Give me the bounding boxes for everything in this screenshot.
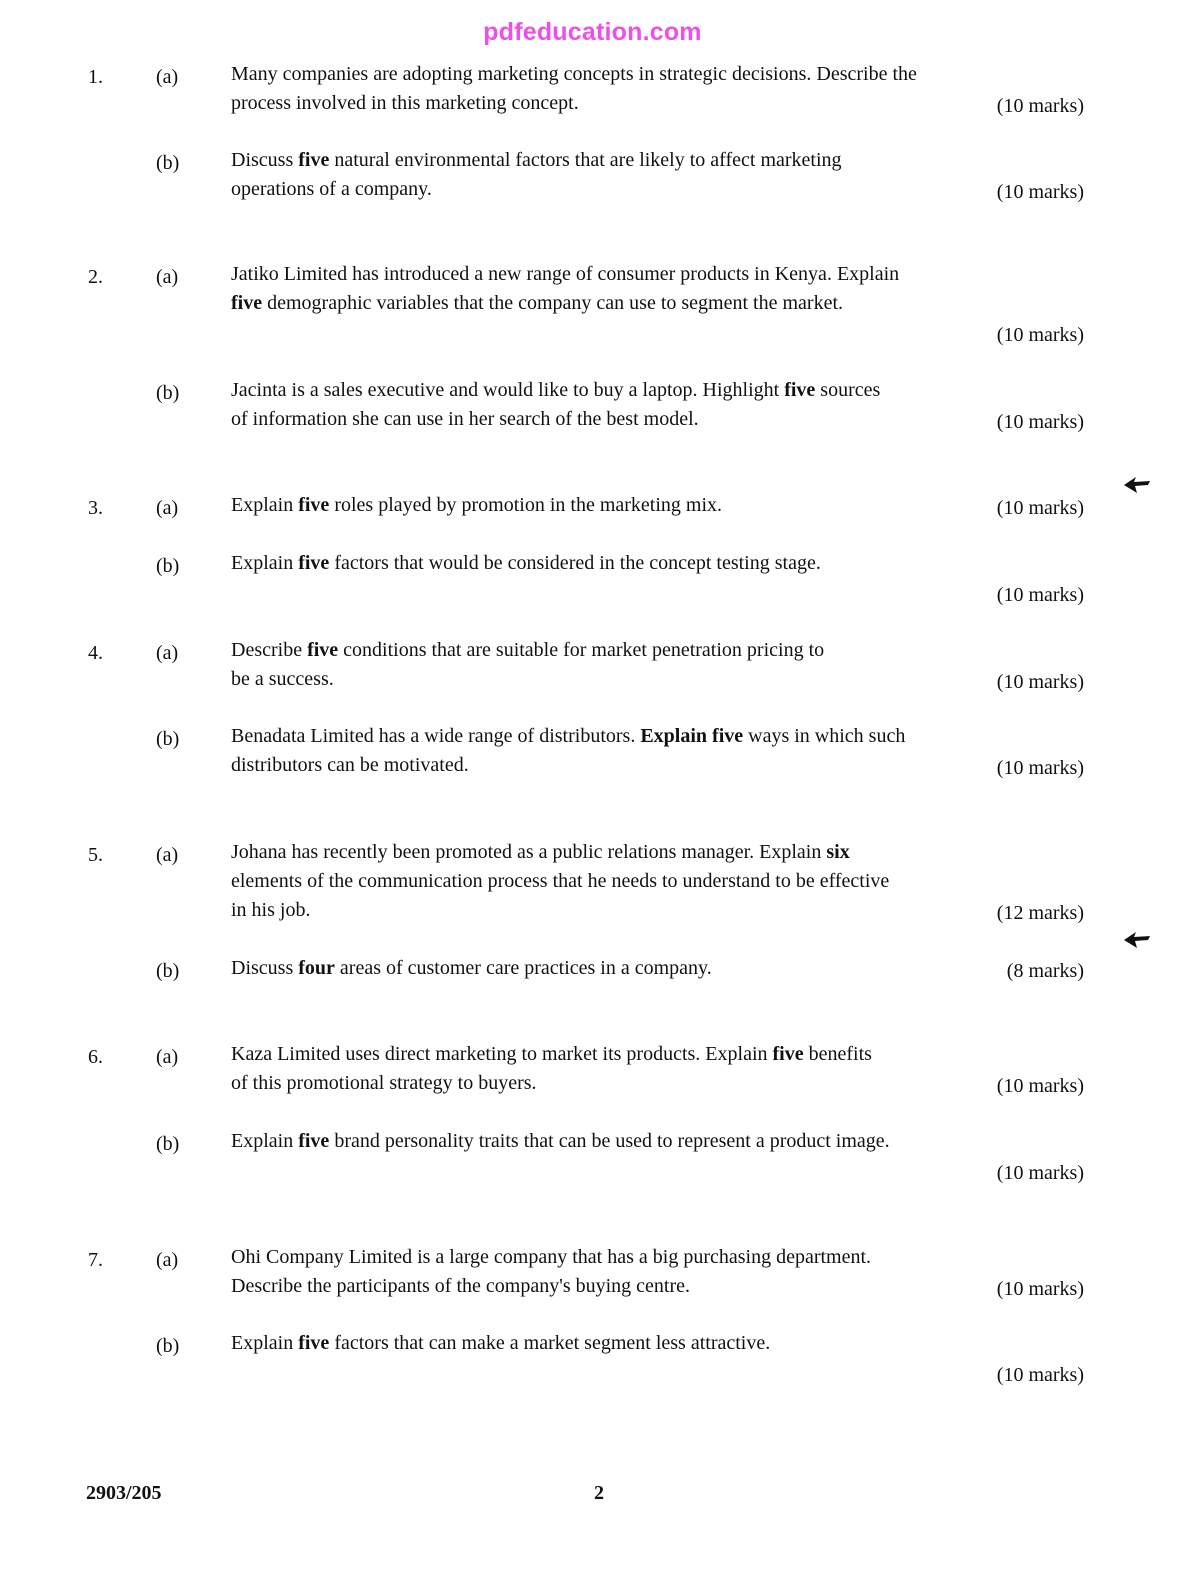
text-segment: Benadata Limited has a wide range of distributors.	[231, 725, 641, 747]
marks-allocation: (8 marks)	[1006, 960, 1084, 982]
question-number: 3.	[88, 497, 103, 519]
text-line	[231, 867, 991, 896]
text-line	[231, 89, 991, 118]
part-text	[231, 838, 991, 925]
part-label: (b)	[156, 382, 180, 404]
text-line	[231, 1069, 991, 1098]
part-text	[231, 1329, 991, 1358]
bold-keyword: five	[307, 639, 339, 661]
question-number: 6.	[88, 1046, 103, 1068]
text-line	[231, 60, 991, 89]
text-line	[231, 665, 991, 694]
bold-keyword: five	[298, 552, 330, 574]
part-label: (b)	[156, 960, 180, 982]
bold-keyword: five	[298, 149, 330, 171]
bold-keyword: Explain five	[640, 725, 744, 747]
question-number: 1.	[88, 66, 103, 88]
part-label: (a)	[156, 266, 179, 288]
text-segment: Describe	[231, 639, 308, 661]
part-label: (b)	[156, 728, 180, 750]
marks-allocation: (10 marks)	[996, 757, 1084, 779]
text-segment: ways in which such	[743, 725, 906, 747]
text-line	[231, 954, 991, 983]
text-segment: operations of a company.	[231, 178, 432, 200]
page-number: 2	[594, 1482, 604, 1504]
question-number: 5.	[88, 844, 103, 866]
part-label: (a)	[156, 66, 179, 88]
text-segment: Explain	[231, 1130, 299, 1152]
marks-allocation: (12 marks)	[996, 902, 1084, 924]
text-line	[231, 549, 991, 578]
question-number: 4.	[88, 642, 103, 664]
text-line	[231, 405, 991, 434]
bold-keyword: five	[231, 292, 263, 314]
part-label: (a)	[156, 1046, 179, 1068]
part-text	[231, 491, 991, 520]
text-segment: of this promotional strategy to buyers.	[231, 1072, 537, 1094]
text-segment: Explain	[231, 494, 299, 516]
part-text	[231, 260, 991, 318]
text-line	[231, 1329, 991, 1358]
text-segment: of information she can use in her search of the best model.	[231, 408, 699, 430]
text-segment: Discuss	[231, 957, 299, 979]
text-segment: Explain	[231, 1332, 299, 1354]
marks-allocation: (10 marks)	[996, 1364, 1084, 1386]
marks-allocation: (10 marks)	[996, 1162, 1084, 1184]
text-segment: process involved in this marketing concept.	[231, 92, 579, 114]
text-segment: Explain	[231, 552, 299, 574]
part-label: (b)	[156, 555, 180, 577]
part-label: (a)	[156, 642, 179, 664]
text-line	[231, 289, 991, 318]
part-text	[231, 60, 991, 118]
margin-tick-mark-icon	[1122, 473, 1152, 497]
marks-allocation: (10 marks)	[996, 1278, 1084, 1300]
text-line	[231, 838, 991, 867]
part-text	[231, 146, 991, 204]
text-line	[231, 1272, 991, 1301]
part-text	[231, 636, 991, 694]
text-line	[231, 751, 991, 780]
text-segment: conditions that are suitable for market penetration pricing to	[338, 639, 825, 661]
text-segment: be a success.	[231, 668, 334, 690]
bold-keyword: five	[772, 1043, 804, 1065]
text-line	[231, 636, 991, 665]
marks-allocation: (10 marks)	[996, 1075, 1084, 1097]
marks-allocation: (10 marks)	[996, 411, 1084, 433]
text-segment: Jatiko Limited has introduced a new range of consumer products in Kenya. Explain	[231, 263, 900, 285]
part-label: (b)	[156, 1335, 180, 1357]
text-segment: Many companies are adopting marketing concepts in strategic decisions. Describe the	[231, 63, 917, 85]
text-segment: Ohi Company Limited is a large company that has a big purchasing department.	[231, 1246, 872, 1268]
part-label: (b)	[156, 1133, 180, 1155]
text-segment: roles played by promotion in the marketing mix.	[329, 494, 723, 516]
part-text	[231, 954, 991, 983]
text-line	[231, 722, 991, 751]
question-number: 7.	[88, 1249, 103, 1271]
watermark: pdfeducation.com	[483, 18, 702, 46]
part-text	[231, 1243, 991, 1301]
bold-keyword: five	[298, 494, 330, 516]
marks-allocation: (10 marks)	[996, 324, 1084, 346]
text-line	[231, 146, 991, 175]
part-label: (a)	[156, 844, 179, 866]
part-label: (a)	[156, 497, 179, 519]
text-segment: areas of customer care practices in a company.	[334, 957, 712, 979]
text-line	[231, 491, 991, 520]
text-line	[231, 1243, 991, 1272]
text-line	[231, 376, 991, 405]
part-text	[231, 722, 991, 780]
text-segment: Discuss	[231, 149, 299, 171]
part-label: (b)	[156, 152, 180, 174]
text-segment: distributors can be motivated.	[231, 754, 469, 776]
marks-allocation: (10 marks)	[996, 671, 1084, 693]
text-segment: factors that can make a market segment less attractive.	[329, 1332, 771, 1354]
question-number: 2.	[88, 266, 103, 288]
text-line	[231, 260, 991, 289]
text-segment: natural environmental factors that are likely to affect marketing	[329, 149, 842, 171]
marks-allocation: (10 marks)	[996, 95, 1084, 117]
text-segment: benefits	[803, 1043, 872, 1065]
text-line	[231, 175, 991, 204]
bold-keyword: six	[826, 841, 850, 863]
text-segment: Kaza Limited uses direct marketing to market its products. Explain	[231, 1043, 773, 1065]
text-segment: Describe the participants of the company's buying centre.	[231, 1275, 691, 1297]
bold-keyword: four	[298, 957, 335, 979]
text-segment: brand personality traits that can be used to represent a product image.	[329, 1130, 890, 1152]
text-segment: elements of the communication process that he needs to understand to be effective	[231, 870, 890, 892]
text-line	[231, 1127, 991, 1156]
text-segment: sources	[815, 379, 881, 401]
part-text	[231, 376, 991, 434]
paper-code: 2903/205	[86, 1482, 162, 1504]
part-text	[231, 1040, 991, 1098]
bold-keyword: five	[298, 1332, 330, 1354]
bold-keyword: five	[298, 1130, 330, 1152]
marks-allocation: (10 marks)	[996, 584, 1084, 606]
marks-allocation: (10 marks)	[996, 181, 1084, 203]
text-segment: Jacinta is a sales executive and would like to buy a laptop. Highlight	[231, 379, 785, 401]
margin-tick-mark-icon	[1122, 928, 1152, 952]
text-segment: Johana has recently been promoted as a public relations manager. Explain	[231, 841, 827, 863]
text-segment: demographic variables that the company can use to segment the market.	[262, 292, 844, 314]
text-segment: factors that would be considered in the concept testing stage.	[329, 552, 821, 574]
text-line	[231, 896, 991, 925]
text-segment: in his job.	[231, 899, 311, 921]
text-line	[231, 1040, 991, 1069]
part-label: (a)	[156, 1249, 179, 1271]
marks-allocation: (10 marks)	[996, 497, 1084, 519]
part-text	[231, 549, 991, 578]
bold-keyword: five	[784, 379, 816, 401]
part-text	[231, 1127, 991, 1156]
